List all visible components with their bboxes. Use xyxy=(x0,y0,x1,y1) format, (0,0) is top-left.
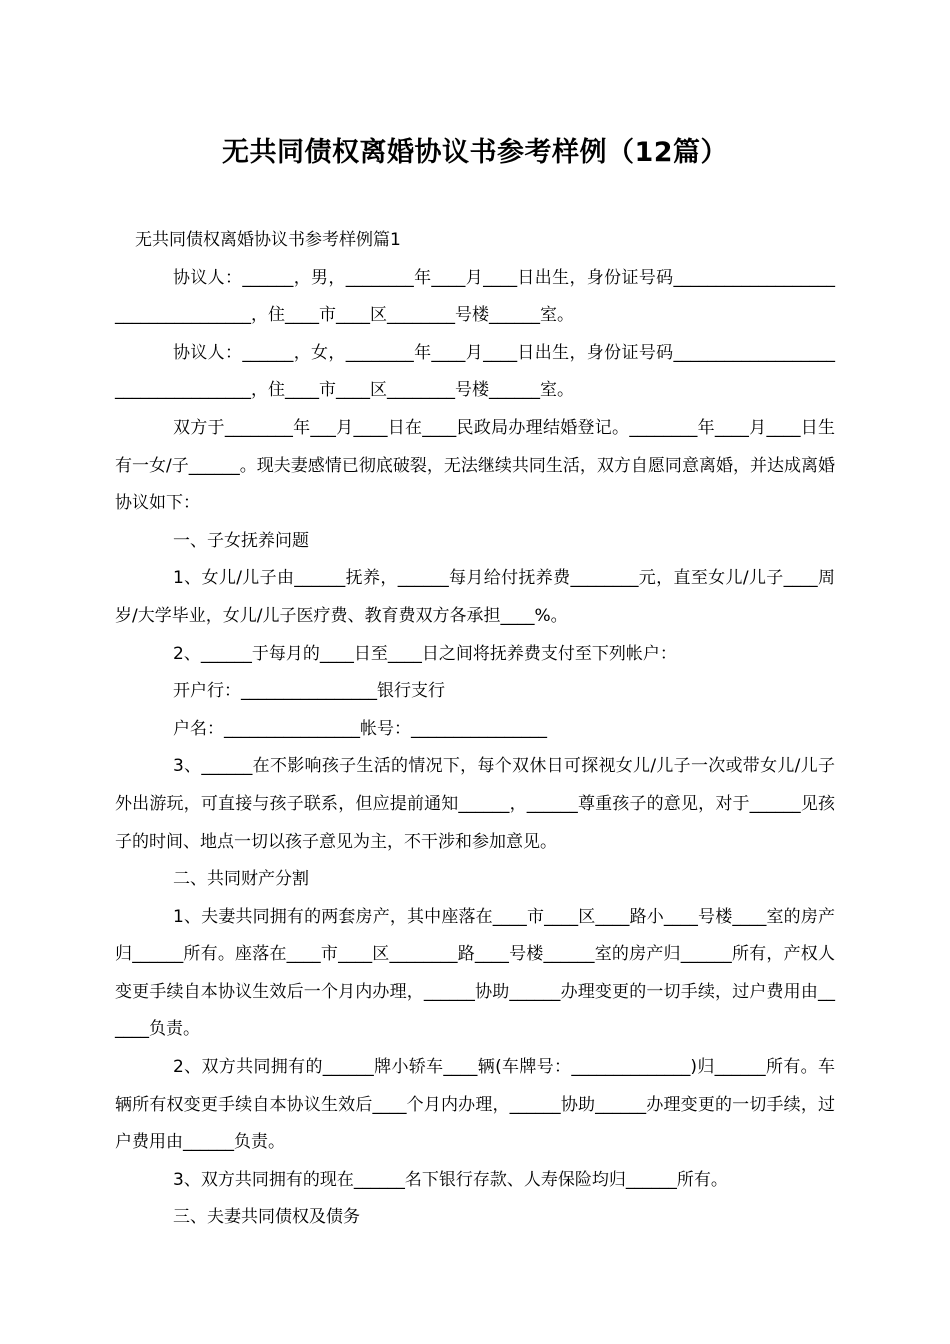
paragraph-party-female: 协议人：______，女，________年____月____日出生，身份证号码___________________________________，住____市____区________号楼______室。 xyxy=(115,342,835,401)
paragraph-vehicle: 2、双方共同拥有的______牌小轿车____辆(车牌号：______________)归______所有。车辆所有权变更手续自本协议生效后____个月内办理，______协助______办理变更的一切手续，过户费用由______负责。 xyxy=(115,1057,835,1153)
heading-property-division: 二、共同财产分割 xyxy=(173,869,309,890)
paragraph-child-support: 1、女儿/儿子由______抚养，______每月给付抚养费________元，直至女儿/儿子____周岁/大学毕业，女儿/儿子医疗费、教育费双方各承担____%。 xyxy=(115,568,835,626)
paragraph-party-male: 协议人：______，男，________年____月____日出生，身份证号码___________________________________，住____市____区________号楼______室。 xyxy=(115,267,835,326)
paragraph-bank-name: 开户行：________________银行支行 xyxy=(173,681,445,702)
paragraph-savings: 3、双方共同拥有的现在______名下银行存款、人寿保险均归______所有。 xyxy=(173,1169,728,1190)
paragraph-real-estate: 1、夫妻共同拥有的两套房产，其中座落在____市____区____路小____号楼____室的房产归______所有。座落在____市____区________路____号楼______室的房产归______所有，产权人变更手续自本协议生效后一个月内办理，______协助______办理变更的一切手续，过户费用由______负责。 xyxy=(115,906,835,1040)
document-body xyxy=(115,222,835,1237)
heading-debts: 三、夫妻共同债权及债务 xyxy=(173,1207,360,1228)
section-subtitle: 无共同债权离婚协议书参考样例篇1 xyxy=(135,230,401,250)
paragraph-account-info: 户名：________________帐号：________________ xyxy=(173,718,547,739)
document-title: 无共同债权离婚协议书参考样例（12篇） xyxy=(221,137,729,168)
paragraph-visitation: 3、______在不影响孩子生活的情况下，每个双休日可探视女儿/儿子一次或带女儿/儿子外出游玩，可直接与孩子联系，但应提前通知______，______尊重孩子的意见，对于______见孩子的时间、地点一切以孩子意见为主，不干涉和参加意见。 xyxy=(115,756,835,852)
heading-child-custody: 一、子女抚养问题 xyxy=(173,530,309,551)
paragraph-payment-schedule: 2、______于每月的____日至____日之间将抚养费支付至下列帐户： xyxy=(173,643,677,664)
paragraph-marriage-info: 双方于________年___月____日在____民政局办理结婚登记。________年____月____日生有一女/子______。现夫妻感情已彻底破裂，无法继续共同生活，双方自愿同意离婚，并达成离婚协议如下： xyxy=(115,417,835,514)
